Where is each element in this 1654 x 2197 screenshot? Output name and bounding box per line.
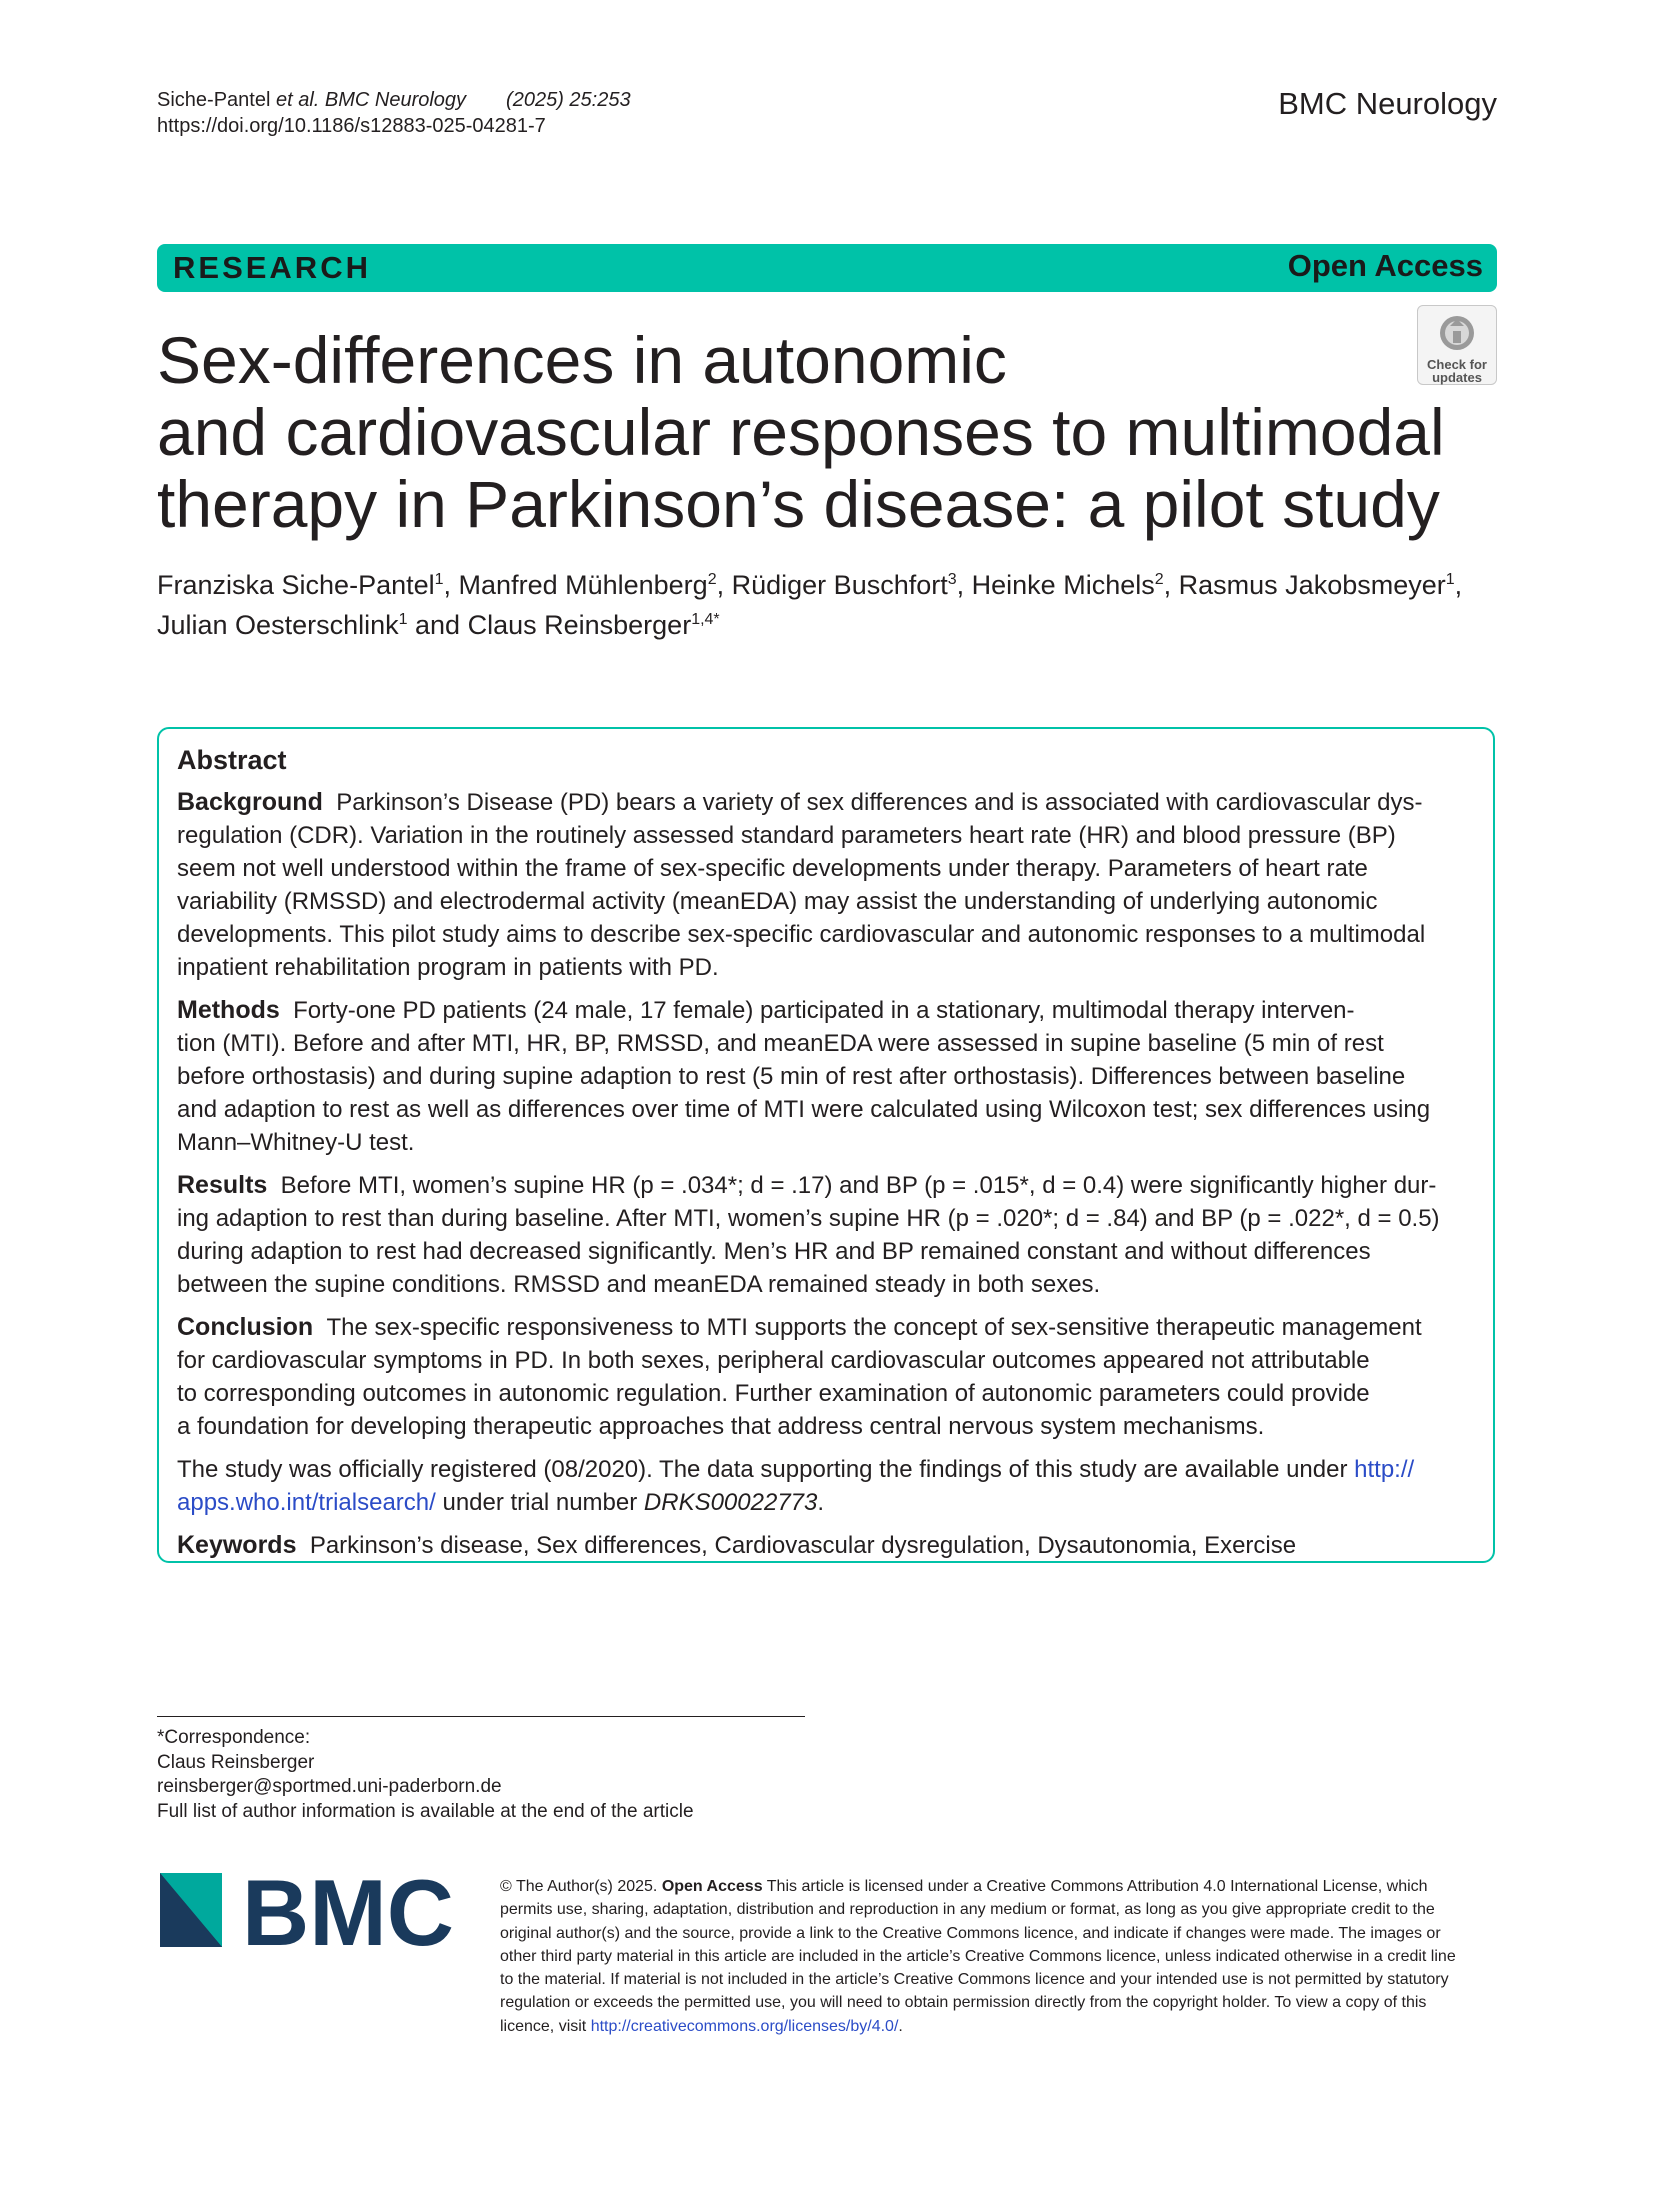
- author-line: [157, 605, 1517, 645]
- author-affiliation: 3: [947, 571, 957, 588]
- results-text: between the supine conditions. RMSSD and meanEDA remained steady in both sexes.: [177, 1271, 1101, 1298]
- bmc-logo-text: BMC: [242, 1873, 454, 1953]
- licence-line: regulation or exceeds the permitted use, you will need to obtain permission directly from the copyright holder. To view a copy of this: [500, 1994, 1427, 2012]
- correspondence-line: *Correspondence:: [157, 1727, 311, 1748]
- results-label: Results: [177, 1171, 268, 1199]
- licence-end: .: [898, 2017, 903, 2035]
- trial-number: DRKS00022773: [643, 1489, 818, 1516]
- background-text: regulation (CDR). Variation in the routinely assessed standard parameters heart rate (HR) and blood pressure (BP): [177, 822, 1396, 849]
- licence-text: [500, 1875, 1500, 2038]
- licence-line: to the material. If material is not included in the article’s Creative Commons licence and your intended use is not permitted by statutory: [500, 1971, 1449, 1989]
- creativecommons-link[interactable]: http://creativecommons.org/licenses/by/4.0/: [590, 2017, 899, 2035]
- results-text: ing adaption to rest than during baseline. After MTI, women’s supine HR (p = .020*; d = .84) and BP (p = .022*, d = 0.5): [177, 1205, 1440, 1232]
- footnote-divider: [157, 1716, 805, 1717]
- author-list: [157, 565, 1517, 645]
- author-name[interactable]: Rüdiger Buschfort: [731, 570, 948, 600]
- results-text: Before MTI, women’s supine HR (p = .034*; d = .17) and BP (p = .015*, d = 0.4) were significantly higher dur-: [280, 1172, 1437, 1199]
- copyright: © The Author(s) 2025.: [500, 1878, 658, 1895]
- citation-line: [157, 87, 631, 113]
- author-name[interactable]: Franziska Siche-Pantel: [157, 570, 435, 600]
- trialsearch-link[interactable]: http://: [1354, 1456, 1415, 1483]
- author-name[interactable]: Julian Oesterschlink: [157, 610, 399, 640]
- author-separator: ,: [1454, 570, 1463, 600]
- abstract-heading: Abstract: [177, 745, 287, 775]
- background-text: inpatient rehabilitation program in patients with PD.: [177, 954, 719, 981]
- author-name[interactable]: Manfred Mühlenberg: [458, 570, 708, 600]
- author-name[interactable]: Claus Reinsberger: [467, 610, 692, 640]
- citation-year-volume: (2025) 25:253: [506, 89, 631, 111]
- correspondence-name: Claus Reinsberger: [157, 1751, 315, 1773]
- conclusion-text: for cardiovascular symptoms in PD. In both sexes, peripheral cardiovascular outcomes appeared not attributable: [177, 1347, 1370, 1374]
- citation-authors: Siche-Pantel: [157, 89, 271, 111]
- abstract-keywords: [177, 1529, 1481, 1562]
- article-title: [157, 323, 1445, 541]
- abstract-conclusion: [177, 1311, 1481, 1443]
- author-separator: ,: [1163, 570, 1179, 600]
- author-separator: and: [407, 610, 468, 640]
- correspondence: [157, 1726, 694, 1824]
- doi-link[interactable]: https://doi.org/10.1186/s12883-025-04281-7: [157, 115, 546, 137]
- registration-text: under trial number: [435, 1489, 644, 1516]
- licence-line: other third party material in this article are included in the article’s Creative Commons licence, unless indicated otherwise in a credit line: [500, 1947, 1456, 1965]
- licence-line: licence, visit: [500, 2017, 591, 2035]
- licence-line: This article is licensed under a Creative Commons Attribution 4.0 International License, which: [762, 1878, 1428, 1895]
- licence-line: original author(s) and the source, provide a link to the Creative Commons licence, and indicate if changes were made. The images or: [500, 1924, 1441, 1942]
- keywords-text: Parkinson’s disease, Sex differences, Cardiovascular dysregulation, Dysautonomia, Exercise: [309, 1532, 1297, 1559]
- background-text: developments. This pilot study aims to describe sex-specific cardiovascular and autonomic responses to a multimodal: [177, 921, 1426, 948]
- conclusion-text: a foundation for developing therapeutic approaches that address central nervous system mechanisms.: [177, 1413, 1265, 1440]
- background-text: variability (RMSSD) and electrodermal activity (meanEDA) may assist the understanding of underlying autonomic: [177, 888, 1378, 915]
- author-affiliation: 2: [1154, 571, 1164, 588]
- abstract-methods: [177, 994, 1481, 1159]
- conclusion-text: to corresponding outcomes in autonomic regulation. Further examination of autonomic parameters could provide: [177, 1380, 1370, 1407]
- check-for-updates-icon: [1437, 313, 1477, 353]
- author-name[interactable]: Heinke Michels: [971, 570, 1155, 600]
- author-affiliation: 1: [1445, 571, 1455, 588]
- methods-text: Mann–Whitney-U test.: [177, 1129, 415, 1156]
- background-label: Background: [177, 788, 323, 816]
- check-for-updates-line2: updates: [1432, 370, 1482, 385]
- running-header-citation: [157, 87, 631, 139]
- author-separator: ,: [956, 570, 972, 600]
- trialsearch-link[interactable]: apps.who.int/trialsearch/: [177, 1489, 436, 1516]
- bmc-logo-icon: [160, 1873, 460, 1953]
- abstract-box: [157, 727, 1495, 1563]
- title-line: therapy in Parkinson’s disease: a pilot study: [157, 467, 1440, 541]
- methods-text: tion (MTI). Before and after MTI, HR, BP, RMSSD, and meanEDA were assessed in supine baseline (5 min of rest: [177, 1030, 1384, 1057]
- methods-label: Methods: [177, 996, 280, 1024]
- check-for-updates-badge[interactable]: [1417, 305, 1497, 385]
- background-text: seem not well understood within the frame of sex-specific developments under therapy. Parameters of heart rate: [177, 855, 1368, 882]
- article-type-banner: [157, 244, 1497, 292]
- title-line: Sex-differences in autonomic: [157, 323, 1007, 397]
- registration-text: The study was officially registered (08/2020). The data supporting the findings of this study are available under: [177, 1456, 1355, 1483]
- author-separator: ,: [443, 570, 459, 600]
- background-text: Parkinson’s Disease (PD) bears a variety of sex differences and is associated with cardiovascular dys-: [336, 789, 1423, 816]
- author-name[interactable]: Rasmus Jakobsmeyer: [1178, 570, 1446, 600]
- open-access-label: Open Access: [1287, 248, 1483, 283]
- keywords-label: Keywords: [177, 1531, 297, 1559]
- article-type-label: RESEARCH: [173, 250, 371, 285]
- author-line: [157, 565, 1517, 605]
- conclusion-text: The sex-specific responsiveness to MTI supports the concept of sex-sensitive therapeutic management: [326, 1314, 1422, 1341]
- author-separator: ,: [716, 570, 732, 600]
- check-for-updates-line1: Check for: [1427, 357, 1487, 372]
- methods-text: Forty-one PD patients (24 male, 17 female) participated in a stationary, multimodal therapy interven-: [293, 997, 1355, 1024]
- journal-name: BMC Neurology: [1278, 86, 1497, 121]
- registration-end: .: [817, 1489, 825, 1516]
- citation-journal: et al. BMC Neurology: [275, 89, 467, 111]
- author-affiliation: 1: [398, 611, 408, 628]
- correspondence-note: Full list of author information is available at the end of the article: [157, 1800, 694, 1822]
- results-text: during adaption to rest had decreased significantly. Men’s HR and BP remained constant and without differences: [177, 1238, 1371, 1265]
- conclusion-label: Conclusion: [177, 1313, 314, 1341]
- correspondence-email[interactable]: reinsberger@sportmed.uni-paderborn.de: [157, 1776, 502, 1797]
- abstract-results: [177, 1169, 1481, 1301]
- author-affiliation: 1: [434, 571, 444, 588]
- methods-text: and adaption to rest as well as differences over time of MTI were calculated using Wilcoxon test; sex differences using: [177, 1096, 1431, 1123]
- methods-text: before orthostasis) and during supine adaption to rest (5 min of rest after orthostasis). Differences between baseline: [177, 1063, 1406, 1090]
- abstract-background: [177, 786, 1481, 984]
- author-affiliation: 2: [707, 571, 717, 588]
- title-line: and cardiovascular responses to multimodal: [157, 395, 1445, 469]
- author-affiliation: 1,4*: [691, 611, 720, 628]
- licence-open-access: Open Access: [661, 1878, 763, 1895]
- licence-line: permits use, sharing, adaptation, distribution and reproduction in any medium or format, as long as you give appropriate credit to the: [500, 1901, 1435, 1919]
- abstract-registration: [177, 1453, 1481, 1519]
